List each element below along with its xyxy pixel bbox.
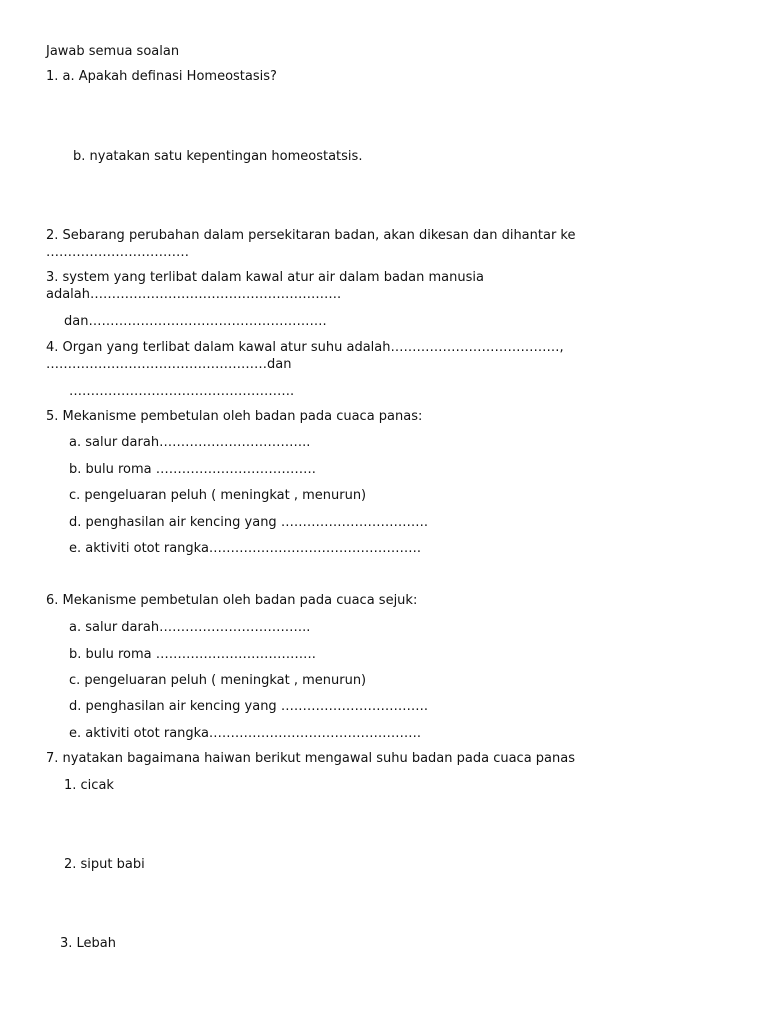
worksheet-heading: Jawab semua soalan (46, 44, 180, 59)
question-5-item: b. bulu roma ………………………………. (69, 462, 316, 477)
question-5-item: c. pengeluaran peluh ( meningkat , menurun) (69, 488, 367, 503)
question-7-item: 1. cicak (64, 778, 114, 793)
question-6-item: d. penghasilan air kencing yang ……………………………. (69, 699, 428, 714)
question-3-answer-line-1: adalah…………………………………………………. (46, 287, 342, 302)
question-5-item: d. penghasilan air kencing yang ……………………………. (69, 515, 428, 530)
question-6-item: b. bulu roma ………………………………. (69, 647, 316, 662)
question-5-item: e. aktiviti otot rangka…………………………………………. (69, 541, 422, 556)
question-3-line-1: 3. system yang terlibat dalam kawal atur air dalam badan manusia (46, 270, 484, 285)
question-2-line-1: 2. Sebarang perubahan dalam persekitaran badan, akan dikesan dan dihantar ke (46, 228, 576, 243)
question-4-answer-line-1: ……………………………………………dan (46, 357, 292, 372)
question-2-answer-line: …………………………… (46, 245, 189, 260)
question-4-line-1: 4. Organ yang terlibat dalam kawal atur suhu adalah…………………………………, (46, 340, 564, 355)
question-6-item: c. pengeluaran peluh ( meningkat , menurun) (69, 673, 367, 688)
question-6-item: a. salur darah…………………………….. (69, 620, 311, 635)
question-5-title: 5. Mekanisme pembetulan oleh badan pada cuaca panas: (46, 409, 423, 424)
question-5-item: a. salur darah…………………………….. (69, 435, 311, 450)
question-7-item: 3. Lebah (60, 936, 117, 951)
question-1a: 1. a. Apakah definasi Homeostasis? (46, 69, 277, 84)
question-1b: b. nyatakan satu kepentingan homeostatsis. (73, 149, 363, 164)
question-6-title: 6. Mekanisme pembetulan oleh badan pada cuaca sejuk: (46, 593, 418, 608)
question-3-answer-line-2: dan………………………………………………. (64, 314, 327, 329)
question-7-item: 2. siput babi (64, 857, 145, 872)
question-6-item: e. aktiviti otot rangka…………………………………………. (69, 726, 422, 741)
question-4-answer-line-2: ……………………………………………. (69, 384, 295, 399)
question-7-title: 7. nyatakan bagaimana haiwan berikut mengawal suhu badan pada cuaca panas (46, 751, 576, 766)
